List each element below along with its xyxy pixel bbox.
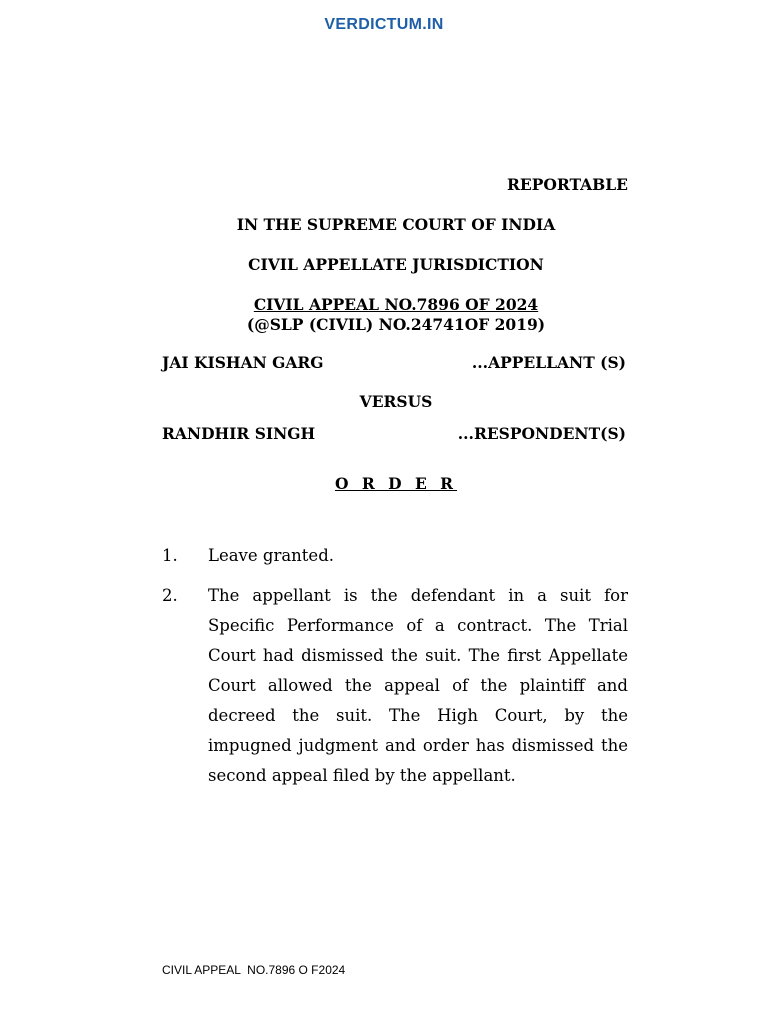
respondent-role: ...RESPONDENT(S) bbox=[457, 424, 626, 443]
paragraph-2 bbox=[162, 581, 628, 791]
appellant-role: ...APPELLANT (S) bbox=[471, 353, 626, 372]
paragraph-number: 2. bbox=[162, 586, 178, 605]
respondent-name: RANDHIR SINGH bbox=[162, 424, 316, 443]
order-heading bbox=[0, 474, 768, 493]
versus-label: VERSUS bbox=[359, 392, 433, 411]
order-heading-text: O R D E R bbox=[334, 474, 458, 493]
jurisdiction-title: CIVIL APPELLATE JURISDICTION bbox=[248, 255, 544, 274]
court-name: IN THE SUPREME COURT OF INDIA bbox=[236, 215, 556, 234]
site-watermark: VERDICTUM.IN bbox=[324, 16, 444, 33]
paragraph-number: 1. bbox=[162, 546, 178, 565]
appeal-number bbox=[0, 295, 768, 314]
slp-number: (@SLP (CIVIL) NO.24741OF 2019) bbox=[246, 315, 546, 334]
reportable-label: REPORTABLE bbox=[507, 175, 628, 194]
paragraph-1 bbox=[162, 541, 628, 571]
appeal-number-text: CIVIL APPEAL NO.7896 OF 2024 bbox=[253, 295, 539, 314]
page-footer: CIVIL APPEAL NO.7896 O F2024 bbox=[162, 963, 346, 977]
paragraph-text: The appellant is the defendant in a suit for Specific Performance of a contract. The Trial Court had dismissed the suit. The first Appellate Court allowed the appeal of the plaintiff and decreed the suit. The High Court, by the impugned judgment and order has dismissed the second appeal filed by the appellant. bbox=[208, 586, 628, 785]
appellant-name: JAI KISHAN GARG bbox=[162, 353, 324, 372]
paragraph-text: Leave granted. bbox=[208, 546, 335, 565]
